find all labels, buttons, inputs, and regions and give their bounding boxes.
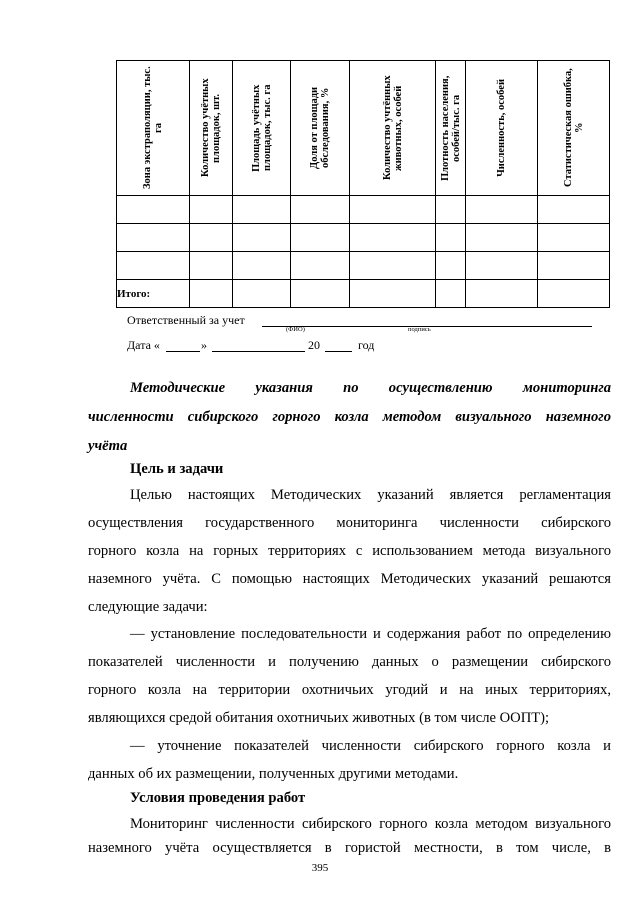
- document-title-line-3: учёта: [88, 438, 128, 454]
- paragraph-line: осуществления государственного мониторинга численности сибирского: [88, 515, 611, 531]
- date-quote-close: »: [201, 338, 207, 352]
- paragraph-line: Целью настоящих Методических указаний является регламентация: [130, 487, 611, 503]
- paragraph-line: следующие задачи:: [88, 599, 208, 615]
- task-line: — установление последовательности и содержания работ по определению: [130, 626, 611, 642]
- header-cell: Статистическая ошибка, %: [538, 61, 610, 196]
- paragraph-line: горного козла на горных территориях с использованием метода визуального: [88, 543, 611, 559]
- task-line: являющихся средой обитания охотничьих животных (в том числе ООПТ);: [88, 710, 550, 726]
- page-number: 395: [311, 862, 329, 874]
- paragraph-line: Мониторинг численности сибирского горного козла методом визуального: [130, 816, 611, 832]
- header-cell: Количество учтённых животных, особей: [350, 61, 436, 196]
- date-label: Дата «: [127, 338, 160, 352]
- fio-caption: (ФИО): [286, 326, 305, 333]
- task-line: горного козла на территории охотничьих угодий и на иных территориях,: [88, 682, 611, 698]
- section-heading-conditions: Условия проведения работ: [130, 790, 306, 806]
- date-year-line: [325, 351, 352, 352]
- document-title-line-1: Методические указания по осуществлению мониторинга: [130, 380, 611, 396]
- header-cell: Количество учётных площадок, шт.: [190, 61, 233, 196]
- year-suffix: год: [358, 338, 375, 352]
- task-line: — уточнение показателей численности сибирского горного козла и: [130, 738, 611, 754]
- date-day-line: [166, 351, 200, 352]
- table-total-row: [117, 280, 610, 308]
- total-label: Итого:: [117, 280, 190, 308]
- paragraph-line: наземного учёта. С помощью настоящих Методических указаний решаются: [88, 571, 611, 587]
- date-month-line: [212, 351, 305, 352]
- task-line: показателей численности и получению данных о размещении сибирского: [88, 654, 611, 670]
- header-cell: Зона экстраполяции, тыс. га: [117, 61, 190, 196]
- signature-caption: подпись: [408, 326, 431, 333]
- header-cell: Площадь учётных площадок, тыс. га: [233, 61, 291, 196]
- header-cell: Доля от площади обследования, %: [291, 61, 350, 196]
- year-prefix: 20: [308, 338, 320, 352]
- header-cell: Плотность населения, особей/тыс. га: [436, 61, 466, 196]
- table-row: [117, 224, 610, 252]
- document-title-line-2: численности сибирского горного козла методом визуального наземного: [88, 409, 611, 425]
- table-row: [117, 252, 610, 280]
- section-heading-goals: Цель и задачи: [130, 461, 224, 477]
- census-form-table: [116, 60, 610, 308]
- paragraph-line: наземного учёта осуществляется в гористой местности, в том числе, в: [88, 840, 611, 856]
- table-row: [117, 196, 610, 224]
- header-cell: Численность, особей: [466, 61, 538, 196]
- table-header-row: [117, 61, 610, 196]
- task-line: данных об их размещении, полученных другими методами.: [88, 766, 459, 782]
- responsible-label: Ответственный за учет: [127, 313, 245, 327]
